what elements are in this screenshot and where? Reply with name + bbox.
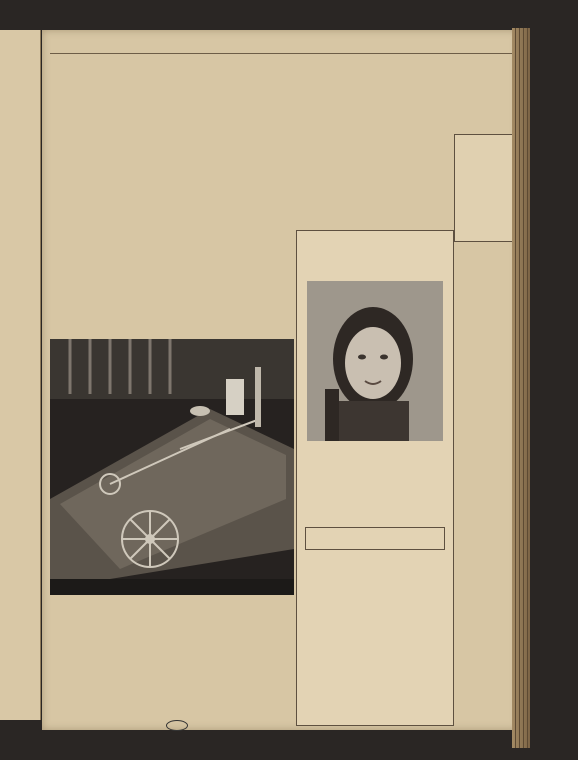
article-eastside-youth: [204, 235, 282, 238]
ford-ad-signature: [162, 720, 188, 731]
article-sholem-asch: [42, 58, 116, 61]
left-page-fragment: [0, 30, 41, 720]
newspaper-page: [42, 30, 518, 730]
book-spine: [512, 28, 530, 748]
page-header: [50, 43, 512, 54]
austin-studios-ad: [296, 230, 454, 726]
jerrems-burberry-ad: [454, 134, 518, 242]
article-continued: [372, 58, 452, 128]
child-portrait-photo: [307, 281, 443, 441]
article-world-conference: [122, 58, 198, 336]
ford-kitchen-photo: [50, 339, 294, 595]
ford-logo: [166, 720, 188, 731]
article-entertainment: [287, 58, 367, 226]
remember-box: [305, 527, 445, 550]
article-riga-kurland: [204, 58, 282, 61]
